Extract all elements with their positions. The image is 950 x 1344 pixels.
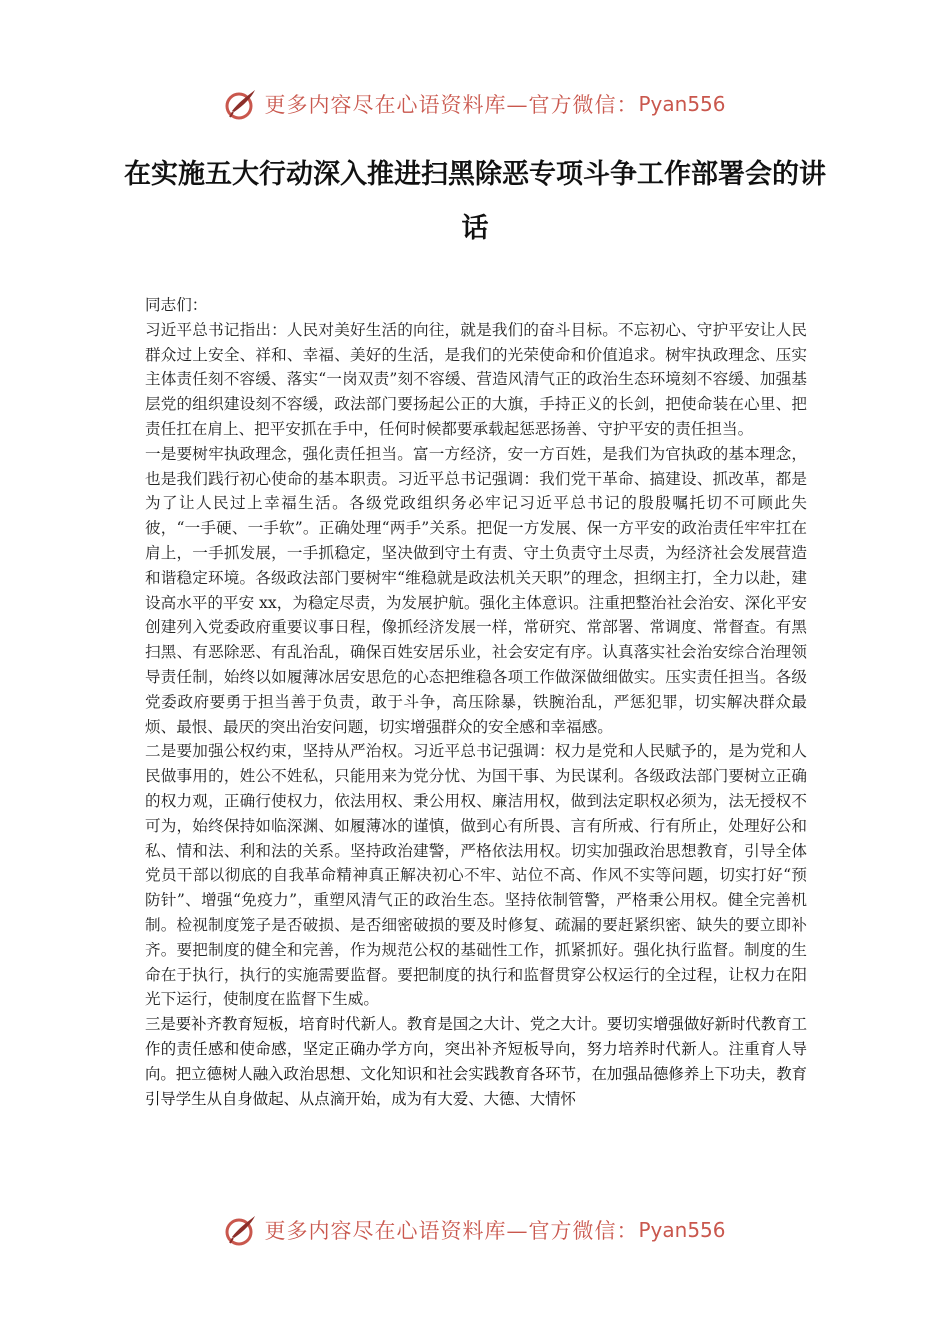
- paragraph-section-2: 二是要加强公权约束，坚持从严治权。习近平总书记强调：权力是党和人民赋予的，是为党和人民做事用的，姓公不姓私，只能用来为党分忧、为国干事、为民谋利。各级政法部门要树立正确的权力观，正确行使权力，依法用权、秉公用权、廉洁用权，做到法定职权必须为，法无授权不可为，始终保持如临深渊、如履薄冰的谨慎，做到心有所畏、言有所戒、行有所止，处理好公和私、情和法、利和法的关系。坚持政治建警，严格依法用权。切实加强政治思想教育，引导全体党员干部以彻底的自我革命精神真正解决初心不牢、站位不高、作风不实等问题，切实打好“预防针”、增强“免疫力”，重塑风清气正的政治生态。坚持依制管警，严格秉公用权。健全完善机制。检视制度笼子是否破损、是否细密破损的要及时修复、疏漏的要赶紧织密、缺失的要立即补齐。要把制度的健全和完善，作为规范公权的基础性工作，抓紧抓好。强化执行监督。制度的生命在于执行，执行的实施需要监督。要把制度的执行和监督贯穿公权运行的全过程，让权力在阳光下运行，使制度在监督下生威。: [145, 742, 807, 1009]
- paragraph-section-3: 三是要补齐教育短板，培育时代新人。教育是国之大计、党之大计。要切实增强做好新时代教育工作的责任感和使命感，坚定正确办学方向，突出补齐短板导向，努力培养时代新人。注重育人导向。把立德树人融入政治思想、文化知识和社会实践教育各环节，在加强品德修养上下功夫，教育引导学生从自身做起、从点滴开始，成为有大爱、大德、大情怀: [145, 1015, 807, 1108]
- salutation: 同志们：: [145, 296, 208, 314]
- paragraph-intro: 习近平总书记指出：人民对美好生活的向往，就是我们的奋斗目标。不忘初心、守护平安让人民群众过上安全、祥和、幸福、美好的生活，是我们的光荣使命和价值追求。树牢执政理念、压实主体责任刻不容缓、落实“一岗双责”刻不容缓、营造风清气正的政治生态环境刻不容缓、加强基层党的组织建设刻不容缓，政法部门要扬起公正的大旗，手持正义的长剑，把使命装在心里、把责任扛在肩上、把平安抓在手中，任何时候都要承载起惩恶扬善、守护平安的责任担当。: [145, 320, 807, 438]
- pen-quill-logo-icon: [224, 1213, 258, 1247]
- pen-quill-logo-icon: [224, 87, 258, 121]
- banner-contact: Pyan556: [638, 92, 726, 116]
- document-body: [145, 293, 807, 1111]
- header-banner: [0, 84, 950, 124]
- banner-contact: Pyan556: [638, 1218, 726, 1242]
- footer-banner: [0, 1210, 950, 1250]
- paragraph-section-1: 一是要树牢执政理念，强化责任担当。富一方经济，安一方百姓，是我们为官执政的基本理念，也是我们践行初心使命的基本职责。习近平总书记强调：我们党干革命、搞建设、抓改革，都是为了让人民过上幸福生活。各级党政组织务必牢记习近平总书记的殷殷嘱托切不可顾此失彼，“一手硬、一手软”。正确处理“两手”关系。把促一方发展、保一方平安的政治责任牢牢扛在肩上，一手抓发展，一手抓稳定，坚决做到守土有责、守土负责守土尽责，为经济社会发展营造和谐稳定环境。各级政法部门要树牢“维稳就是政法机关天职”的理念，担纲主打，全力以赴，建设高水平的平安 xx，为稳定尽责，为发展护航。强化主体意识。注重把整治社会治安、深化平安创建列入党委政府重要议事日程，像抓经济发展一样，常研究、常部署、常调度、常督查。有黑扫黑、有恶除恶、有乱治乱，确保百姓安居乐业，社会安定有序。认真落实社会治安综合治理领导责任制，始终以如履薄冰居安思危的心态把维稳各项工作做深做细做实。压实责任担当。各级党委政府要勇于担当善于负责，敢于斗争，高压除暴，铁腕治乱，严惩犯罪，切实解决群众最烦、最恨、最厌的突出治安问题，切实增强群众的安全感和幸福感。: [145, 444, 807, 736]
- banner-text: 更多内容尽在心语资料库—官方微信：: [264, 93, 639, 117]
- document-title: 在实施五大行动深入推进扫黑除恶专项斗争工作部署会的讲话: [124, 159, 826, 244]
- banner-text: 更多内容尽在心语资料库—官方微信：: [264, 1219, 639, 1243]
